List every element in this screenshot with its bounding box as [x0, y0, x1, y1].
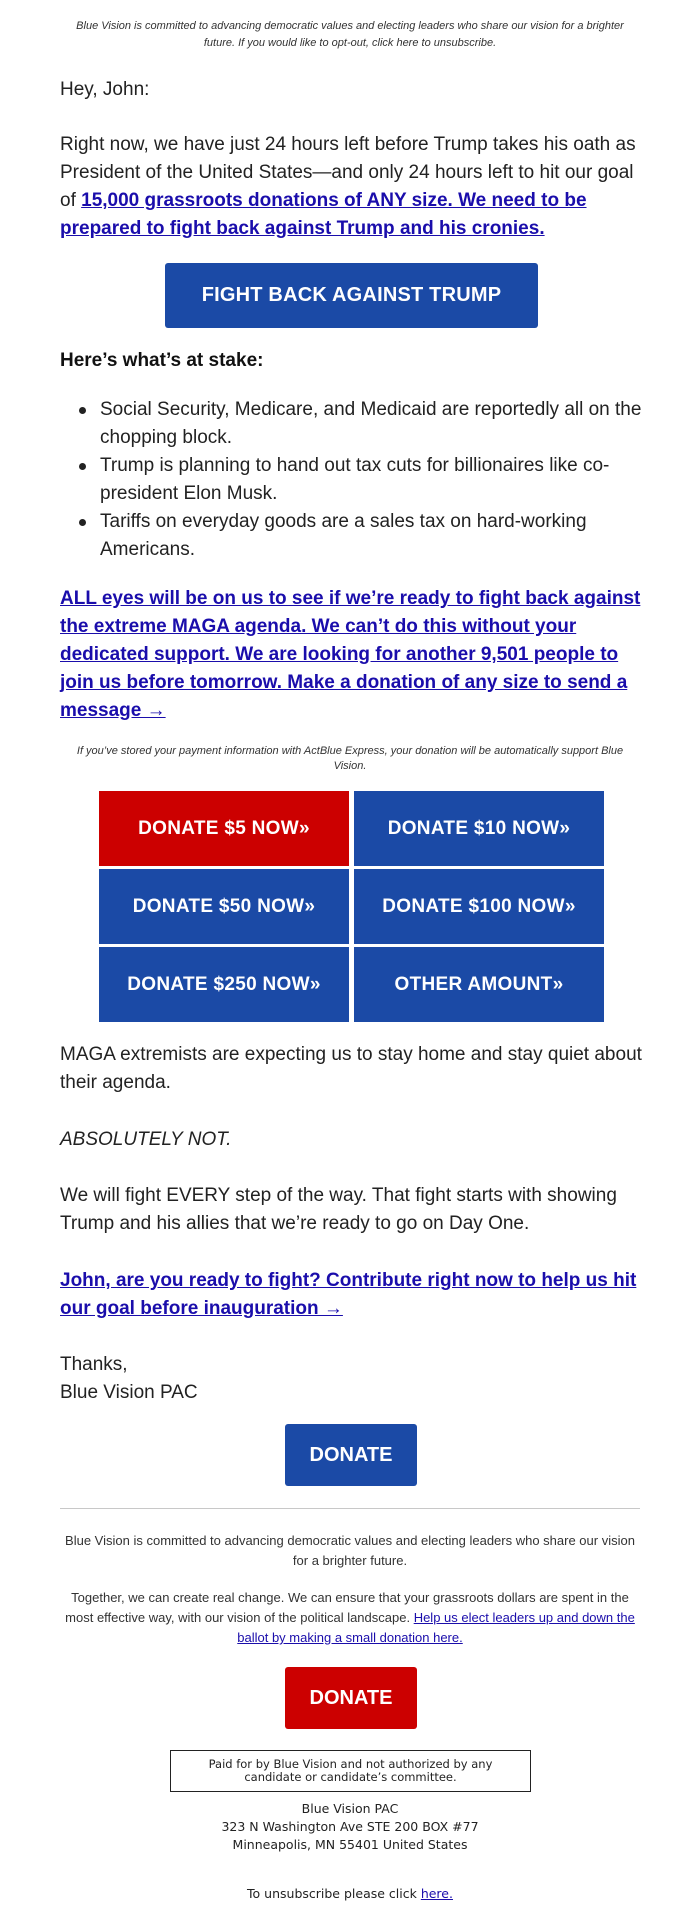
signoff-thanks: Thanks, [60, 1354, 128, 1375]
list-item-text: Social Security, Medicare, and Medicaid are reportedly all on the chopping block. [100, 399, 642, 448]
actblue-express-note: If you’ve stored your payment information with ActBlue Express, your donation will be automatically support Blue Vision. [76, 745, 624, 772]
ready-paragraph [60, 1267, 645, 1323]
list-item [100, 508, 645, 564]
all-eyes-link[interactable]: ALL eyes will be on us to see if we’re ready to fight back against the extreme MAGA agenda. We can’t do this without your dedicated support. We are looking for another 9,501 people to join us before tomorrow. Make a donation of any size to send a message → [60, 588, 641, 721]
bullet-icon [79, 407, 86, 414]
donate-100-button[interactable]: DONATE $100 NOW» [354, 869, 604, 944]
ready-to-fight-link[interactable]: John, are you ready to fight? Contribute right now to help us hit our goal before inauguration → [60, 1270, 637, 1319]
bullet-icon [79, 463, 86, 470]
unsubscribe-text: To unsubscribe please click [247, 1886, 421, 1901]
donate-50-button[interactable]: DONATE $50 NOW» [99, 869, 349, 944]
donate-10-button[interactable]: DONATE $10 NOW» [354, 791, 604, 866]
unsubscribe-line [60, 1886, 640, 1901]
fight-back-button[interactable]: FIGHT BACK AGAINST TRUMP [165, 263, 538, 328]
fight-paragraph: We will fight EVERY step of the way. That fight starts with showing Trump and his allies that we’re ready to go on Day One. [60, 1185, 617, 1234]
donate-250-button[interactable]: DONATE $250 NOW» [99, 947, 349, 1022]
absolutely-not-text: ABSOLUTELY NOT. [60, 1129, 232, 1150]
stakes-heading: Here’s what’s at stake: [60, 350, 264, 371]
intro-paragraph [60, 131, 645, 243]
greeting: Hey, John: [60, 79, 150, 100]
footer-divider [60, 1508, 640, 1509]
list-item-text: Tariffs on everyday goods are a sales tax on hard-working Americans. [100, 511, 587, 560]
list-item [100, 452, 645, 508]
intro-text: Right now, we have just 24 hours left before Trump takes his oath as President of the United States—and only 24 hours left to hit our goal of [60, 134, 636, 211]
list-item-text: Trump is planning to hand out tax cuts for billionaires like co-president Elon Musk. [100, 455, 610, 504]
donate-button-red[interactable]: DONATE [285, 1667, 417, 1729]
address-city: Minneapolis, MN 55401 United States [232, 1837, 468, 1852]
donate-button-blue[interactable]: DONATE [285, 1424, 417, 1486]
preheader-text: Blue Vision is committed to advancing democratic values and electing leaders who share our vision for a brighter future. If you would like to opt-out, click here to unsubscribe. [76, 20, 624, 49]
footer-mission: Blue Vision is committed to advancing democratic values and electing leaders who share our vision for a brighter future. [65, 1533, 635, 1568]
maga-paragraph: MAGA extremists are expecting us to stay home and stay quiet about their agenda. [60, 1044, 642, 1093]
donate-other-amount-button[interactable]: OTHER AMOUNT» [354, 947, 604, 1022]
bullet-icon [79, 519, 86, 526]
intro-goal-link[interactable]: 15,000 grassroots donations of ANY size. We need to be prepared to fight back against Trump and his cronies. [60, 190, 587, 239]
address-name: Blue Vision PAC [301, 1801, 399, 1816]
mailing-address [60, 1800, 640, 1854]
stakes-list [100, 396, 645, 564]
signoff-org: Blue Vision PAC [60, 1382, 198, 1403]
footer-together-text: Together, we can create real change. We can ensure that your grassroots dollars are spent in the most effective way, with our vision of the political landscape. [65, 1590, 629, 1625]
all-eyes-paragraph [60, 585, 645, 725]
signoff [60, 1351, 645, 1407]
list-item [100, 396, 645, 452]
paid-for-disclaimer: Paid for by Blue Vision and not authorized by any candidate or candidate’s committee. [170, 1750, 531, 1792]
unsubscribe-link[interactable]: here. [420, 1886, 453, 1901]
donate-5-button[interactable]: DONATE $5 NOW» [99, 791, 349, 866]
donate-amount-grid [99, 791, 604, 1021]
address-street: 323 N Washington Ave STE 200 BOX #77 [221, 1819, 479, 1834]
footer-donate-link[interactable]: Help us elect leaders up and down the ballot by making a small donation here. [237, 1610, 635, 1645]
footer-together [60, 1588, 640, 1648]
